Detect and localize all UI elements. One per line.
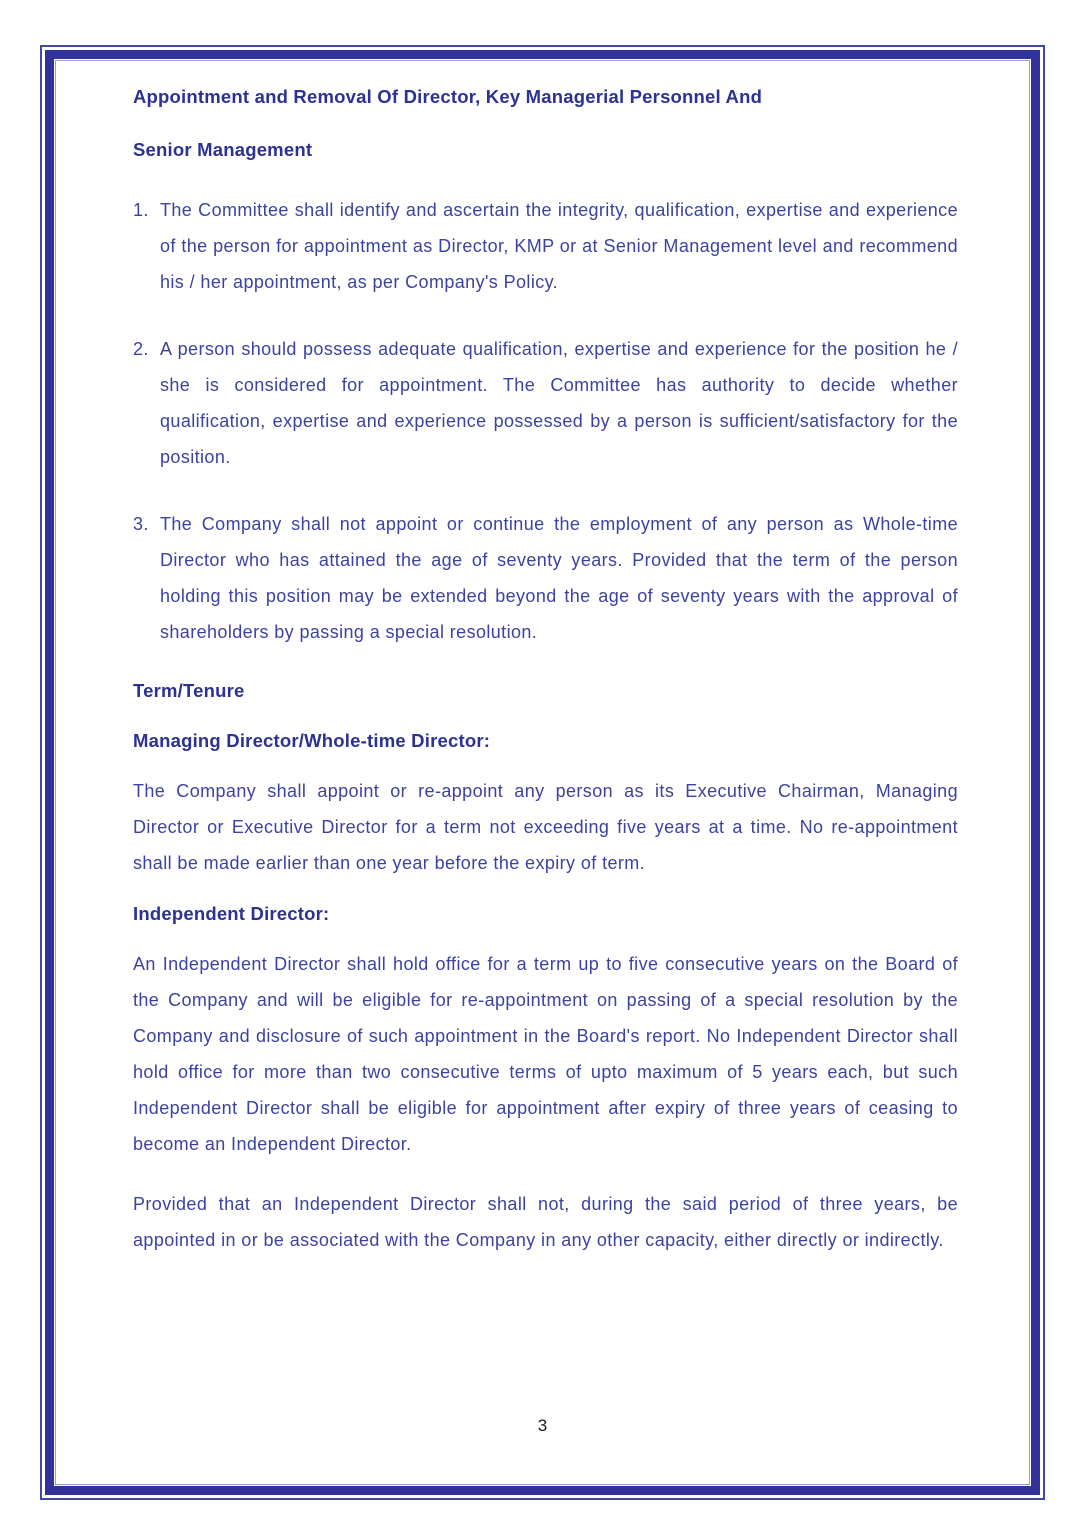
section-heading-independent-director: Independent Director:	[133, 903, 330, 924]
document-content	[56, 61, 1029, 1258]
section-heading-term-tenure: Term/Tenure	[133, 680, 245, 701]
item-text: A person should possess adequate qualification, expertise and experience for the position he / she is considered for appointment. The Committee has authority to decide whether qualification, expertise and experience possessed by a person is sufficient/satisfactory for the position.	[160, 339, 958, 467]
page-border-inner	[55, 60, 1030, 1485]
page-border-outer	[40, 45, 1045, 1500]
item-number: 2.	[133, 339, 149, 359]
paragraph-proviso: Provided that an Independent Director shall not, during the said period of three years, be appointed in or be associated with the Company in any other capacity, either directly or indirectly.	[133, 1194, 958, 1250]
paragraph-managing-director: The Company shall appoint or re-appoint any person as its Executive Chairman, Managing Director or Executive Director for a term not exceeding five years at a time. No re-appointment shall be made earlier than one year before the expiry of term.	[133, 781, 958, 873]
page-border-thick	[45, 50, 1040, 1495]
doc-title-line-2: Senior Management	[133, 139, 313, 160]
numbered-item-1	[133, 192, 958, 300]
item-text: The Committee shall identify and ascertain the integrity, qualification, expertise and experience of the person for appointment as Director, KMP or at Senior Management level and recommend his / her appointment, as per Company's Policy.	[160, 200, 958, 292]
item-text: The Company shall not appoint or continue the employment of any person as Whole-time Director who has attained the age of seventy years. Provided that the term of the person holding this position may be extended beyond the age of seventy years with the approval of shareholders by passing a special resolution.	[160, 514, 958, 642]
numbered-item-2	[133, 331, 958, 475]
section-heading-managing-director: Managing Director/Whole-time Director:	[133, 730, 491, 751]
page-number: 3	[537, 1416, 548, 1435]
item-number: 3.	[133, 514, 149, 534]
doc-title-line-1: Appointment and Removal Of Director, Key Managerial Personnel And	[133, 86, 763, 107]
paragraph-independent-director: An Independent Director shall hold office for a term up to five consecutive years on the Board of the Company and will be eligible for re-appointment on passing of a special resolution by the Company and disclosure of such appointment in the Board's report. No Independent Director shall hold office for more than two consecutive terms of upto maximum of 5 years each, but such Independent Director shall be eligible for appointment after expiry of three years of ceasing to become an Independent Director.	[133, 954, 958, 1154]
numbered-item-3	[133, 506, 958, 650]
item-number: 1.	[133, 200, 149, 220]
